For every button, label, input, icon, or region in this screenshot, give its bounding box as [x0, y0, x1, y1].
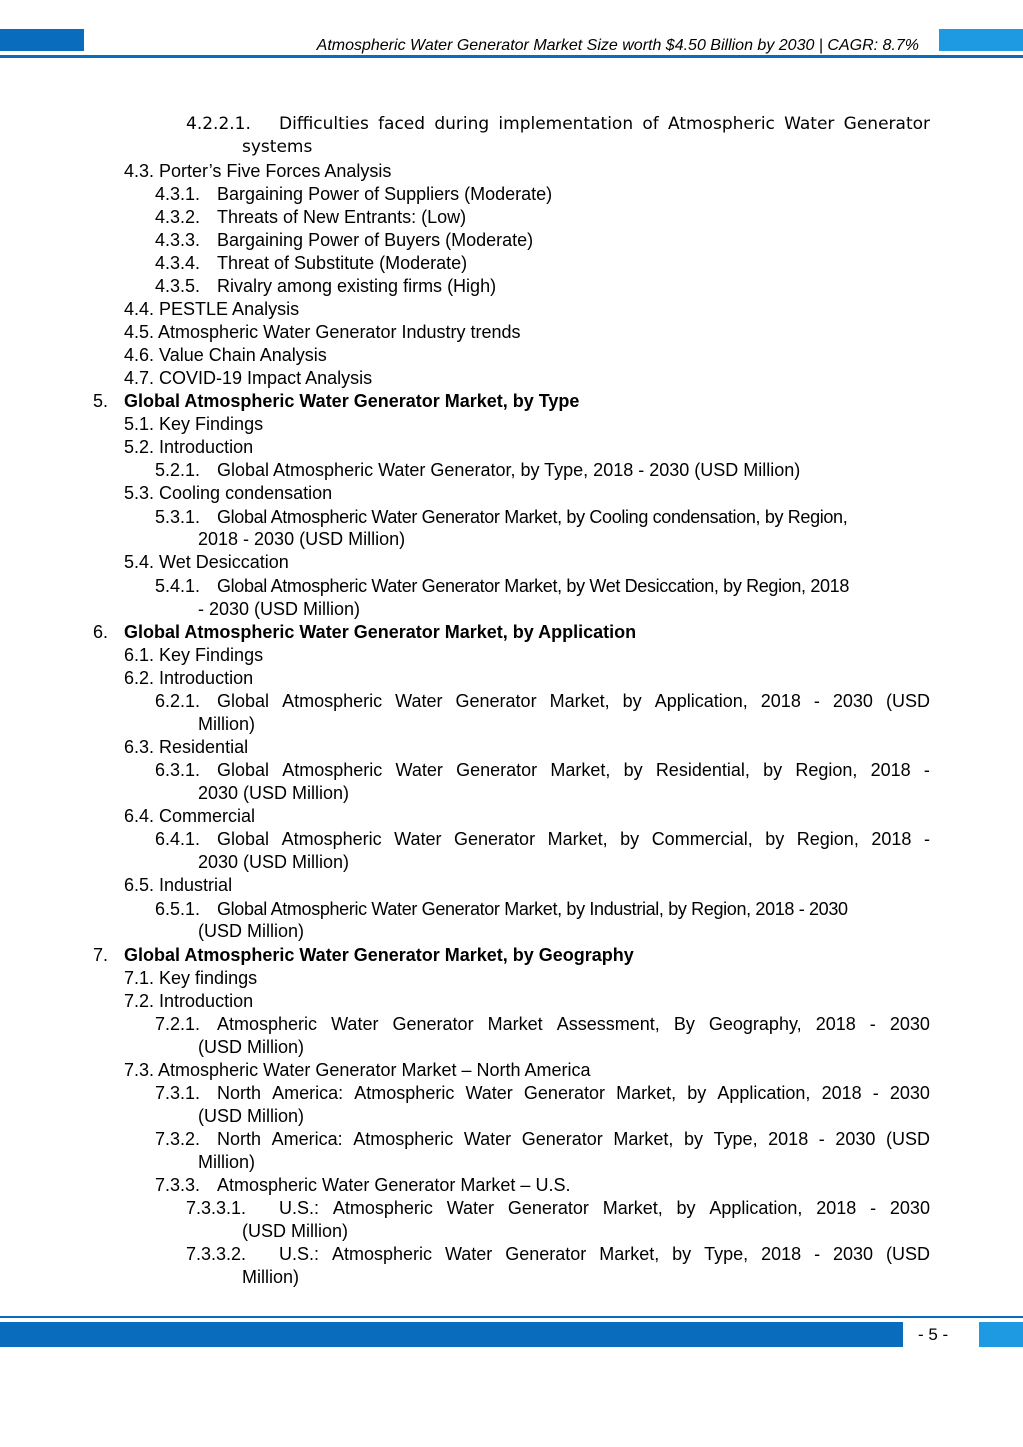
toc-word: Global: [217, 760, 270, 780]
toc-word: U.S.:: [279, 1198, 320, 1218]
toc-word: 2018: [870, 760, 911, 780]
toc-word: Atmospheric: [353, 1129, 454, 1149]
toc-word: Market,: [602, 1198, 663, 1218]
toc-word: Application,: [717, 1083, 811, 1103]
toc-word: faced: [378, 114, 426, 134]
toc-word: Generator: [456, 760, 538, 780]
toc-entry-continuation: 2018 - 2030 (USD Million): [198, 529, 406, 549]
toc-number: 6.3.1.: [155, 760, 201, 780]
toc-word: Type,: [704, 1244, 749, 1264]
toc-word: U.S.:: [279, 1244, 320, 1264]
toc-number: 4.3.3.: [155, 230, 201, 250]
toc-word: 2030: [889, 1198, 930, 1218]
toc-number: 7.3.1.: [155, 1083, 201, 1103]
toc-word: Market,: [613, 1129, 674, 1149]
toc-entry: 6.5. Industrial: [124, 875, 233, 895]
toc-word: Market,: [616, 1083, 677, 1103]
toc-word: -: [814, 1244, 821, 1264]
toc-word: Region,: [796, 829, 859, 849]
toc-word: by: [765, 829, 785, 849]
toc-number: 4.3.4.: [155, 253, 201, 273]
toc-word: Water: [394, 829, 442, 849]
toc-number: 7.3.3.2.: [186, 1244, 247, 1264]
toc-word: 2030: [832, 691, 873, 711]
toc-entry: [217, 1128, 930, 1151]
toc-word: Water: [446, 1198, 495, 1218]
toc-word: Generator: [505, 1244, 587, 1264]
toc-word: Region,: [795, 760, 858, 780]
toc-number: 7.3.2.: [155, 1129, 201, 1149]
toc-entry-continuation: - 2030 (USD Million): [198, 599, 361, 619]
toc-word: Difficulties: [279, 114, 369, 134]
header-accent-right: [939, 29, 1023, 51]
toc-entry-continuation: (USD Million): [242, 1221, 349, 1241]
toc-number: 7.3.3.1.: [186, 1198, 247, 1218]
header-title: Atmospheric Water Generator Market Size worth $4.50 Billion by 2030 | CAGR: 8.7%: [316, 37, 919, 54]
toc-word: Global: [217, 691, 270, 711]
toc-word: Global: [217, 829, 270, 849]
toc-entry: 4.7. COVID-19 Impact Analysis: [124, 368, 373, 388]
toc-number: 4.3.5.: [155, 276, 201, 296]
toc-word: 2018: [816, 1198, 857, 1218]
toc-entry: Threats of New Entrants: (Low): [217, 207, 467, 227]
toc-word: Market,: [547, 829, 608, 849]
footer-accent-right: [979, 1322, 1023, 1347]
toc-entry: [217, 690, 930, 713]
toc-entry: Atmospheric Water Generator Market – U.S.: [217, 1175, 571, 1195]
toc-entry-continuation: Million): [198, 714, 256, 734]
toc-chapter-title: Global Atmospheric Water Generator Market, by Type: [124, 391, 580, 411]
toc-word: Residential,: [655, 760, 750, 780]
toc-word: (USD: [885, 1244, 930, 1264]
toc-entry: Global Atmospheric Water Generator, by Type, 2018 - 2030 (USD Million): [217, 460, 801, 480]
toc-entry: [279, 113, 930, 136]
toc-word: Generator: [454, 829, 536, 849]
toc-entry: 5.4. Wet Desiccation: [124, 552, 289, 572]
toc-word: Atmospheric: [217, 1014, 318, 1034]
toc-entry: [279, 1197, 930, 1220]
toc-entry: [217, 828, 930, 851]
toc-word: 2030: [889, 1083, 930, 1103]
toc-word: America:: [272, 1083, 344, 1103]
toc-word: Market,: [550, 760, 611, 780]
toc-entry: [217, 759, 930, 782]
toc-entry-continuation: (USD Million): [198, 1106, 305, 1126]
toc-word: (USD: [885, 691, 930, 711]
toc-word: 2018: [821, 1083, 862, 1103]
toc-entry: Global Atmospheric Water Generator Market, by Wet Desiccation, by Region, 2018: [217, 576, 850, 596]
toc-chapter-number: 7.: [93, 945, 109, 965]
toc-word: 2030: [833, 1244, 874, 1264]
toc-word: Application,: [654, 691, 748, 711]
toc-entry: Global Atmospheric Water Generator Market, by Industrial, by Region, 2018 - 2030: [217, 899, 848, 919]
toc-word: 2018: [871, 829, 912, 849]
toc-word: -: [870, 1198, 877, 1218]
toc-word: -: [923, 760, 930, 780]
toc-word: Application,: [709, 1198, 803, 1218]
toc-entry: 4.5. Atmospheric Water Generator Industry trends: [124, 322, 521, 342]
toc-word: Atmospheric: [354, 1083, 455, 1103]
toc-word: Water: [331, 1014, 379, 1034]
toc-word: Generator: [455, 691, 537, 711]
toc-word: by: [687, 1083, 707, 1103]
toc-word: Assessment,: [556, 1014, 660, 1034]
toc-entry: [217, 1013, 930, 1036]
toc-number: 5.3.1.: [155, 507, 201, 527]
toc-entry: 6.4. Commercial: [124, 806, 256, 826]
toc-word: -: [923, 829, 930, 849]
header-accent-left: [0, 29, 84, 51]
toc-entry: 7.3. Atmospheric Water Generator Market – North America: [124, 1060, 591, 1080]
toc-word: Atmospheric: [282, 760, 383, 780]
toc-number: 6.5.1.: [155, 899, 201, 919]
toc-word: Atmospheric: [668, 114, 775, 134]
toc-word: North: [217, 1129, 262, 1149]
toc-word: Atmospheric: [331, 1244, 432, 1264]
toc-word: Market,: [549, 691, 610, 711]
toc-number: 5.2.1.: [155, 460, 201, 480]
toc-word: -: [869, 1014, 876, 1034]
toc-word: of: [642, 114, 659, 134]
toc-word: 2018: [760, 691, 801, 711]
toc-word: by: [622, 691, 642, 711]
page-number: - 5 -: [918, 1325, 949, 1344]
toc-entry: 5.3. Cooling condensation: [124, 483, 333, 503]
toc-entry: 7.2. Introduction: [124, 991, 254, 1011]
footer-rule: [0, 1316, 1023, 1318]
toc-entry: [279, 1243, 930, 1266]
toc-word: 2018: [815, 1014, 856, 1034]
toc-entry-continuation: Million): [242, 1267, 300, 1287]
toc-word: by: [620, 829, 640, 849]
toc-number: 6.2.1.: [155, 691, 201, 711]
toc-word: Water: [444, 1244, 493, 1264]
toc-number: 5.4.1.: [155, 576, 201, 596]
toc-word: 2030: [835, 1129, 876, 1149]
toc-word: Generator: [521, 1129, 603, 1149]
footer-bar: [0, 1322, 903, 1347]
toc-word: by: [676, 1198, 696, 1218]
toc-chapter-number: 5.: [93, 391, 109, 411]
toc-word: by: [763, 760, 783, 780]
toc-word: -: [818, 1129, 825, 1149]
toc-word: 2018: [761, 1244, 802, 1264]
toc-entry: 5.2. Introduction: [124, 437, 254, 457]
toc-word: implementation: [498, 114, 634, 134]
toc-entry: 5.1. Key Findings: [124, 414, 264, 434]
toc-entry: Global Atmospheric Water Generator Market, by Cooling condensation, by Region,: [217, 507, 848, 527]
toc-entry: [217, 1082, 930, 1105]
toc-number: 7.3.3.: [155, 1175, 201, 1195]
toc-word: Generator: [843, 114, 930, 134]
toc-word: 2030: [889, 1014, 930, 1034]
toc-word: Water: [784, 114, 835, 134]
toc-word: Geography,: [708, 1014, 802, 1034]
toc-entry: Threat of Substitute (Moderate): [217, 253, 468, 273]
toc-number: 4.3.2.: [155, 207, 201, 227]
toc-entry: 4.4. PESTLE Analysis: [124, 299, 300, 319]
toc-entry: 6.1. Key Findings: [124, 645, 264, 665]
toc-entry-continuation: (USD Million): [198, 921, 305, 941]
toc-word: Market,: [599, 1244, 660, 1264]
toc-number: 4.2.2.1.: [186, 114, 251, 134]
toc-entry: 4.6. Value Chain Analysis: [124, 345, 327, 365]
toc-entry-continuation: (USD Million): [198, 1037, 305, 1057]
toc-word: Water: [395, 691, 443, 711]
toc-word: By: [673, 1014, 695, 1034]
toc-word: by: [683, 1129, 703, 1149]
toc-chapter-title: Global Atmospheric Water Generator Market, by Application: [124, 622, 637, 642]
toc-word: (USD: [885, 1129, 930, 1149]
toc-entry: Rivalry among existing firms (High): [217, 276, 497, 296]
toc-entry-continuation: 2030 (USD Million): [198, 852, 350, 872]
toc-word: during: [434, 114, 490, 134]
toc-word: Generator: [392, 1014, 474, 1034]
toc-word: by: [623, 760, 643, 780]
toc-word: Commercial,: [651, 829, 753, 849]
toc-entry-continuation: Million): [198, 1152, 256, 1172]
toc-word: 2018: [768, 1129, 809, 1149]
toc-word: -: [872, 1083, 879, 1103]
toc-entry: 7.1. Key findings: [124, 968, 258, 988]
toc-number: 6.4.1.: [155, 829, 201, 849]
toc-word: Type,: [713, 1129, 758, 1149]
toc-entry: Bargaining Power of Buyers (Moderate): [217, 230, 534, 250]
toc-entry: 4.3. Porter’s Five Forces Analysis: [124, 161, 392, 181]
toc-word: Water: [465, 1083, 513, 1103]
toc-chapter-number: 6.: [93, 622, 109, 642]
toc-number: 4.3.1.: [155, 184, 201, 204]
toc-number: 7.2.1.: [155, 1014, 201, 1034]
header-rule: [0, 55, 1023, 58]
toc-entry: 6.3. Residential: [124, 737, 249, 757]
toc-word: -: [813, 691, 820, 711]
toc-entry-continuation: systems: [242, 137, 313, 157]
toc-word: Market: [487, 1014, 543, 1034]
toc-entry: 6.2. Introduction: [124, 668, 254, 688]
toc-word: Atmospheric: [281, 829, 382, 849]
toc-word: North: [217, 1083, 262, 1103]
toc-word: by: [672, 1244, 692, 1264]
toc-word: Generator: [507, 1198, 589, 1218]
toc-word: Generator: [523, 1083, 605, 1103]
toc-entry: Bargaining Power of Suppliers (Moderate): [217, 184, 553, 204]
toc-entry-continuation: 2030 (USD Million): [198, 783, 350, 803]
toc-word: Water: [395, 760, 443, 780]
toc-word: Atmospheric: [282, 691, 383, 711]
toc-chapter-title: Global Atmospheric Water Generator Market, by Geography: [124, 945, 634, 965]
toc-word: Atmospheric: [332, 1198, 433, 1218]
toc-word: America:: [271, 1129, 343, 1149]
toc-word: Water: [463, 1129, 512, 1149]
